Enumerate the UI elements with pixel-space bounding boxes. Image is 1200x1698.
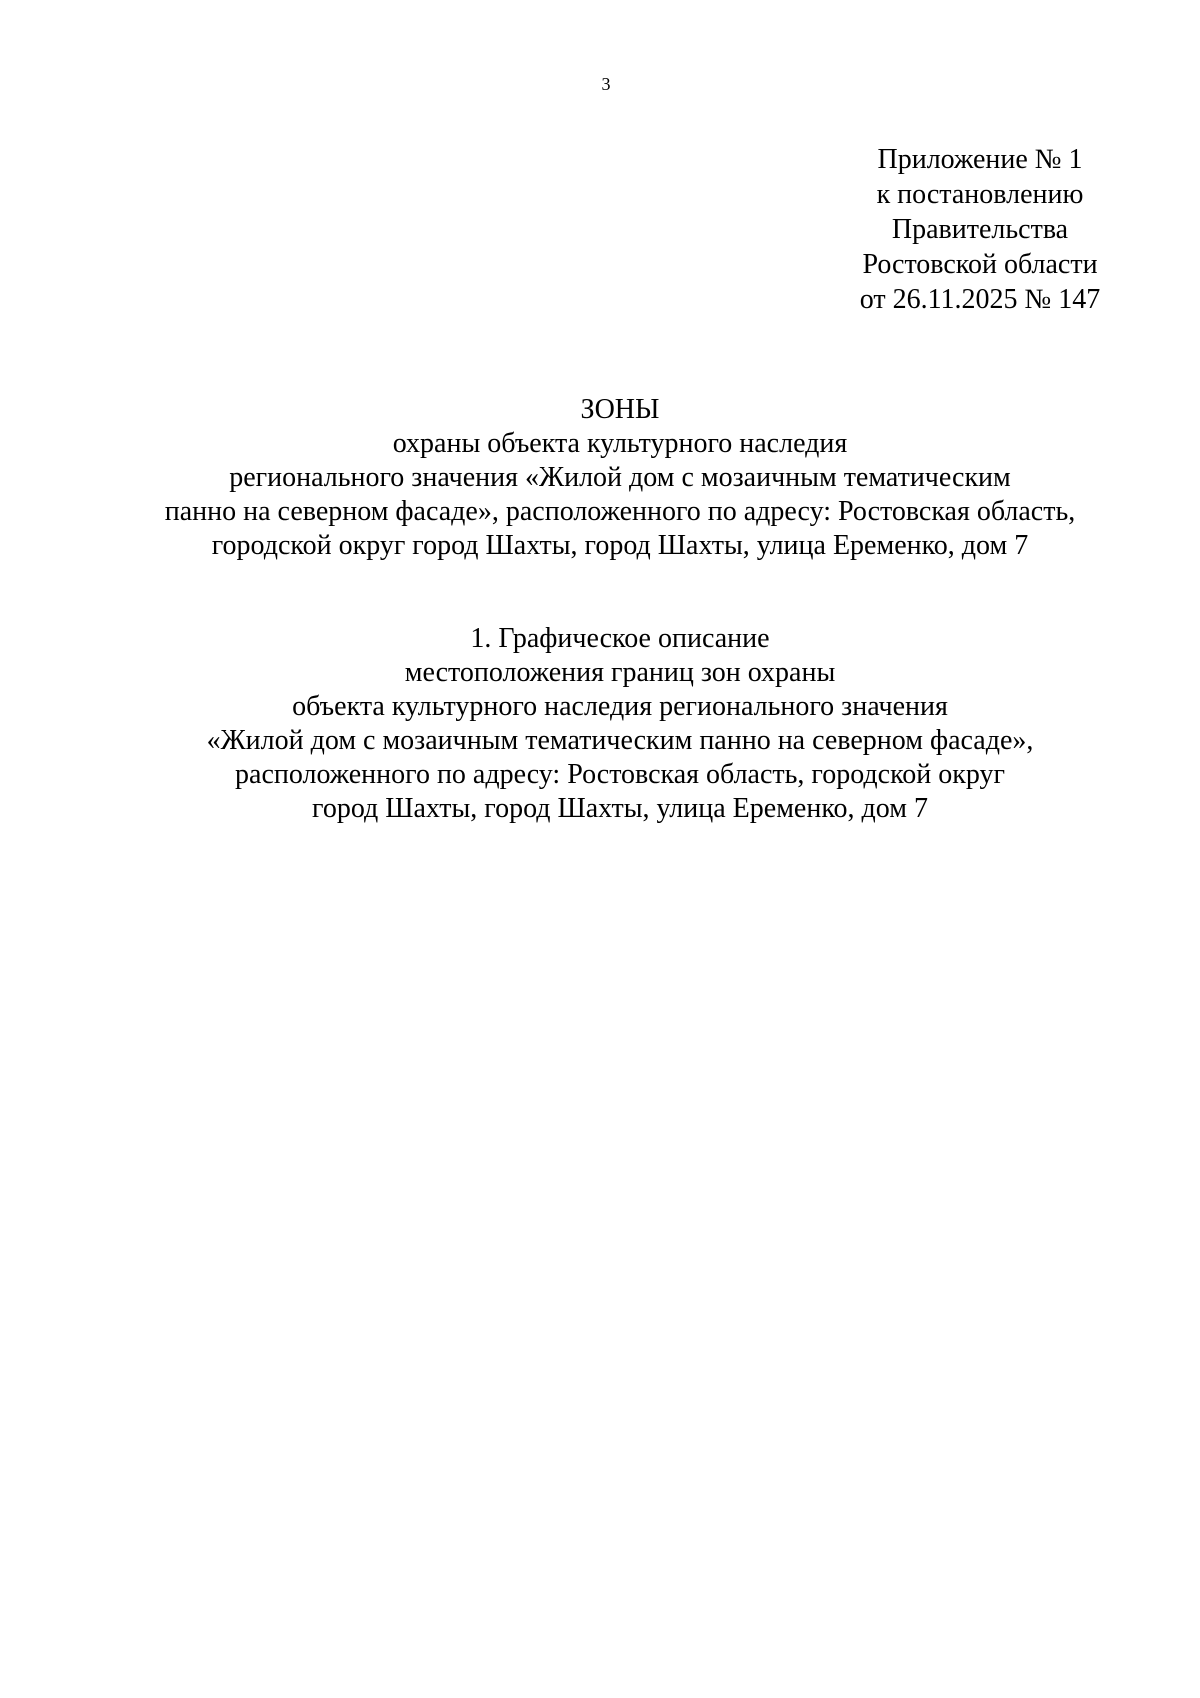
section-line: «Жилой дом с мозаичным тематическим панно на северном фасаде», xyxy=(206,725,1034,756)
section-line: 1. Графическое описание xyxy=(470,623,770,654)
title-line: панно на северном фасаде», расположенного по адресу: Ростовская область, xyxy=(164,496,1076,527)
appendix-line: от 26.11.2025 № 147 xyxy=(859,284,1101,315)
section-line: объекта культурного наследия регионального значения xyxy=(292,691,948,722)
section-line: местоположения границ зон охраны xyxy=(404,657,836,688)
title-line: городской округ город Шахты, город Шахты, улица Еременко, дом 7 xyxy=(211,530,1029,561)
appendix-line: Правительства xyxy=(891,214,1069,245)
title-line: охраны объекта культурного наследия xyxy=(392,428,848,459)
title-line: регионального значения «Жилой дом с мозаичным тематическим xyxy=(229,462,1011,493)
appendix-line: Ростовской области xyxy=(862,249,1098,280)
title-heading: ЗОНЫ xyxy=(580,394,660,425)
appendix-line: к постановлению xyxy=(876,179,1084,210)
appendix-line: Приложение № 1 xyxy=(877,144,1083,175)
section-line: город Шахты, город Шахты, улица Еременко, дом 7 xyxy=(312,793,928,824)
appendix-reference xyxy=(830,142,1130,317)
section-1-heading xyxy=(0,622,1200,826)
page-number: 3 xyxy=(601,74,611,94)
document-title xyxy=(0,393,1200,563)
section-line: расположенного по адресу: Ростовская область, городской округ xyxy=(235,759,1005,790)
